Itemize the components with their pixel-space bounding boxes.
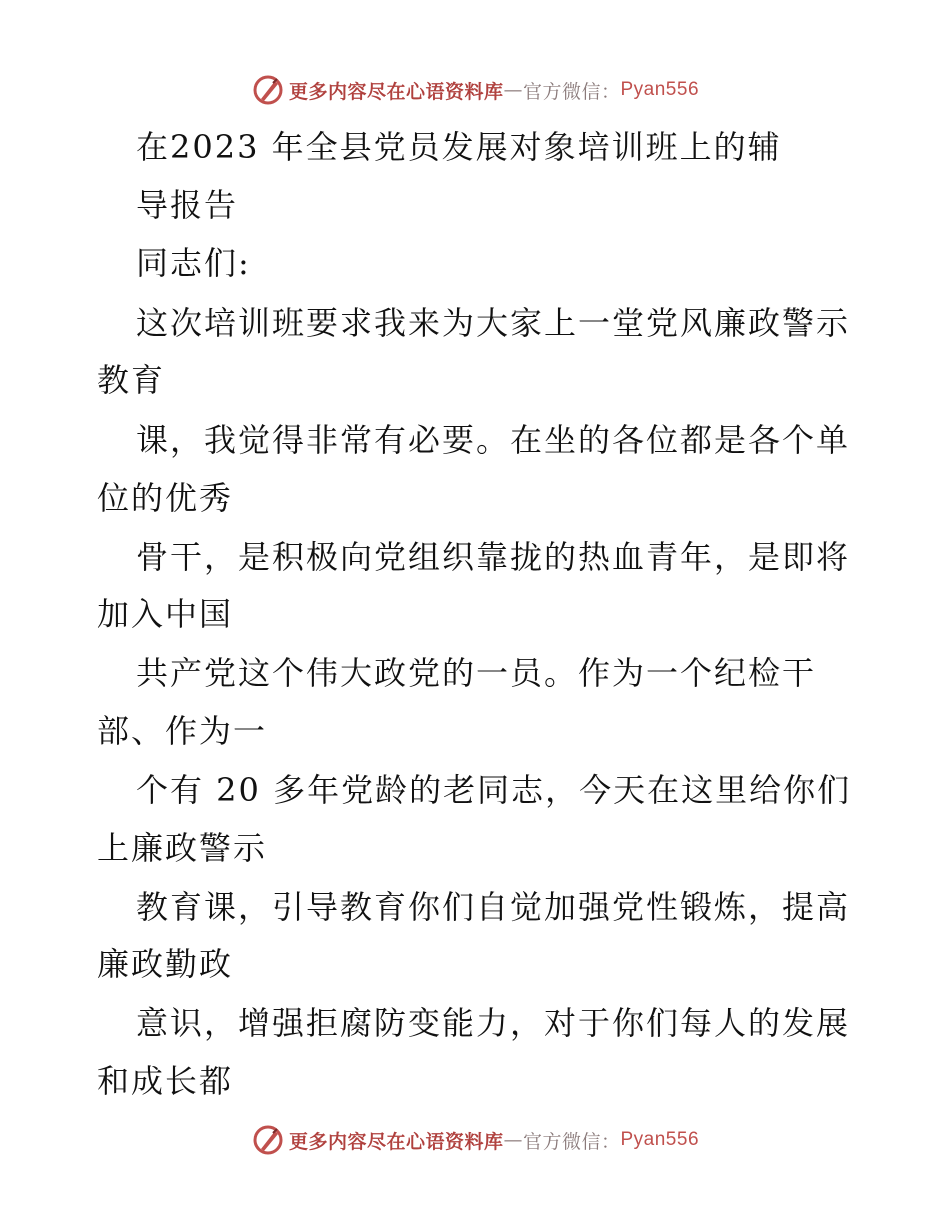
- doc-line: 廉政勤政: [97, 945, 234, 983]
- doc-line: 骨干，是积极向党组织靠拢的热血青年，是即将: [136, 538, 851, 576]
- doc-line: 教育课，引导教育你们自觉加强党性锻炼，提高: [136, 888, 851, 926]
- footer-watermark: [0, 1120, 950, 1160]
- watermark-separator: —: [503, 1129, 523, 1151]
- watermark-main-text: 更多内容尽在心语资料库: [288, 1130, 504, 1153]
- watermark-separator: —: [503, 79, 523, 101]
- watermark-wechat-label: 官方微信：: [522, 80, 621, 103]
- doc-line: 上廉政警示: [97, 829, 268, 867]
- watermark-wechat-label: 官方微信：: [522, 1130, 621, 1153]
- doc-title-line-1: 在2023 年全县党员发展对象培训班上的辅: [136, 128, 782, 166]
- pen-logo-icon: [251, 1123, 285, 1157]
- doc-line: 这次培训班要求我来为大家上一堂党风廉政警示: [136, 304, 851, 342]
- doc-line: 加入中国: [97, 595, 234, 633]
- doc-title-line-2: 导报告: [136, 186, 239, 224]
- doc-line: 课，我觉得非常有必要。在坐的各位都是各个单: [136, 421, 851, 459]
- doc-line: 部、作为一: [97, 712, 268, 750]
- doc-line: 意识，增强拒腐防变能力，对于你们每人的发展: [136, 1004, 851, 1042]
- doc-line: 和成长都: [97, 1062, 234, 1100]
- doc-line: 共产党这个伟大政党的一员。作为一个纪检干: [136, 654, 817, 692]
- watermark-wechat-id: Pyan556: [620, 79, 700, 100]
- doc-line: 个有 20 多年党龄的老同志，今天在这里给你们: [136, 771, 852, 809]
- watermark-wechat-id: Pyan556: [620, 1129, 700, 1150]
- doc-salutation: 同志们:: [136, 244, 251, 282]
- doc-line: 位的优秀: [97, 479, 234, 517]
- doc-line: 教育: [97, 361, 166, 399]
- watermark-main-text: 更多内容尽在心语资料库: [288, 80, 504, 103]
